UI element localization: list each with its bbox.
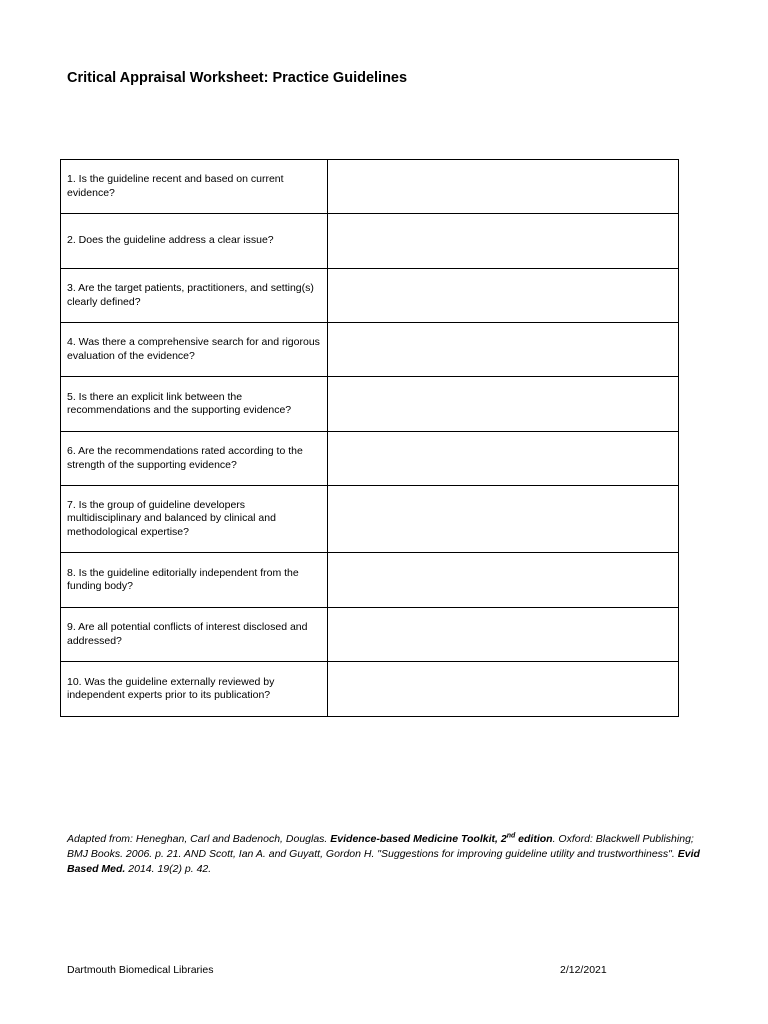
table-row — [61, 432, 679, 486]
answer-cell[interactable] — [328, 323, 679, 377]
page-title: Critical Appraisal Worksheet: Practice Guidelines — [67, 70, 408, 86]
citation-edition-superscript: nd — [506, 832, 516, 840]
question-cell: 4. Was there a comprehensive search for and rigorous evaluation of the evidence? — [61, 323, 328, 377]
answer-cell[interactable] — [328, 662, 679, 717]
table-row — [61, 160, 679, 214]
citation-book-title: Evidence-based Medicine Toolkit, 2nd edition — [330, 832, 553, 845]
answer-cell[interactable] — [328, 214, 679, 269]
table-row — [61, 323, 679, 377]
citation-text: . Oxford: Blackwell Publishing; BMJ Books. 2006. p. 21. AND Scott, Ian A. and Guyatt, Gordon H. "Suggestions for improving guideline utility and trustworthiness". — [67, 833, 694, 860]
footer-institution: Dartmouth Biomedical Libraries — [67, 964, 214, 976]
answer-cell[interactable] — [328, 553, 679, 608]
question-cell: 1. Is the guideline recent and based on current evidence? — [61, 160, 328, 214]
answer-cell[interactable] — [328, 608, 679, 662]
table-row — [61, 608, 679, 662]
footer-date: 2/12/2021 — [560, 964, 607, 976]
answer-cell[interactable] — [328, 377, 679, 432]
question-cell: 10. Was the guideline externally reviewed by independent experts prior to its publication? — [61, 662, 328, 717]
question-cell: 7. Is the group of guideline developers multidisciplinary and balanced by clinical and methodological expertise? — [61, 486, 328, 553]
table-row — [61, 662, 679, 717]
question-cell: 2. Does the guideline address a clear issue? — [61, 214, 328, 269]
answer-cell[interactable] — [328, 486, 679, 553]
citation-journal: Evid Based Med. — [67, 848, 700, 875]
question-cell: 8. Is the guideline editorially independent from the funding body? — [61, 553, 328, 608]
citation — [67, 832, 707, 877]
table-row — [61, 486, 679, 553]
appraisal-table — [60, 159, 679, 717]
question-cell: 3. Are the target patients, practitioners, and setting(s) clearly defined? — [61, 269, 328, 323]
question-cell: 9. Are all potential conflicts of interest disclosed and addressed? — [61, 608, 328, 662]
table-row — [61, 553, 679, 608]
table-row — [61, 377, 679, 432]
citation-text: Adapted from: Heneghan, Carl and Badenoch, Douglas. — [67, 833, 331, 845]
question-cell: 5. Is there an explicit link between the recommendations and the supporting evidence? — [61, 377, 328, 432]
table-row — [61, 269, 679, 323]
citation-text: 2014. 19(2) p. 42. — [125, 863, 212, 875]
answer-cell[interactable] — [328, 269, 679, 323]
answer-cell[interactable] — [328, 432, 679, 486]
question-cell: 6. Are the recommendations rated according to the strength of the supporting evidence? — [61, 432, 328, 486]
answer-cell[interactable] — [328, 160, 679, 214]
table-row — [61, 214, 679, 269]
